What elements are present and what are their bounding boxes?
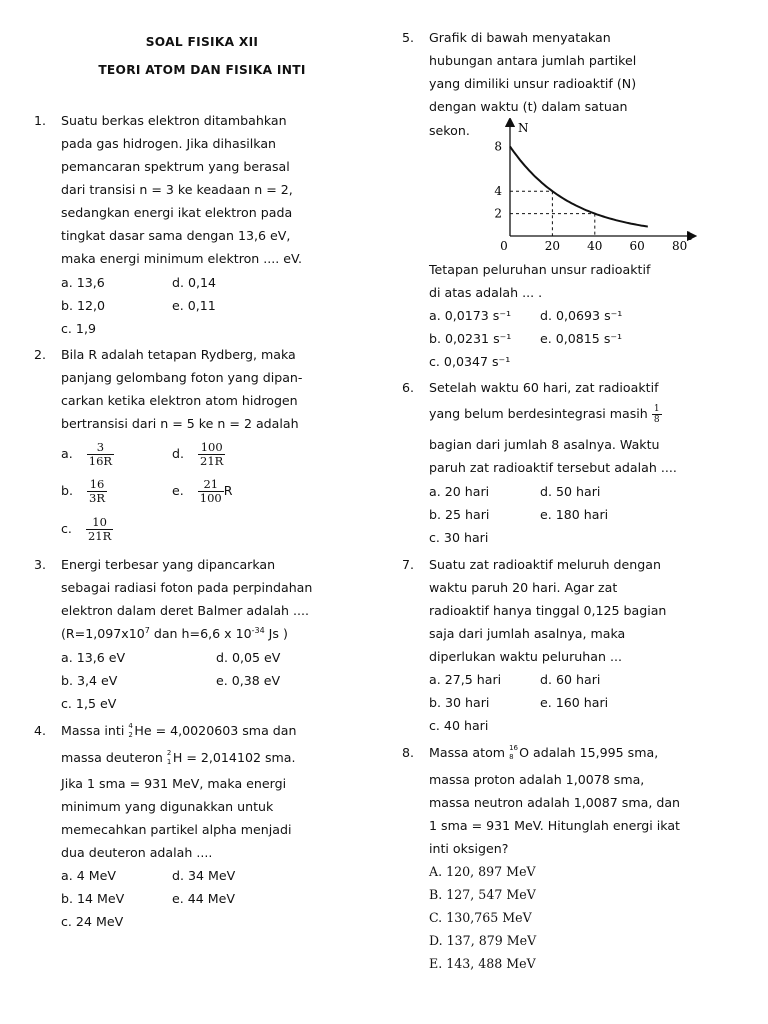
option-a: a. 20 hari: [429, 484, 490, 499]
option-c: c. 0,0347 s⁻¹: [429, 354, 511, 369]
fraction-numerator: 3: [87, 441, 114, 455]
question-text-part: = 2,014102 sma.: [182, 750, 296, 765]
question-text: [429, 404, 662, 425]
fraction-denominator: 21R: [87, 529, 112, 543]
question-text: bertransisi dari n = 5 ke n = 2 adalah: [61, 416, 299, 431]
question-text: [429, 745, 658, 761]
question-text: sekon.: [429, 123, 470, 138]
option-b: [61, 478, 107, 505]
question-text: dua deuteron adalah ....: [61, 845, 213, 860]
fraction-numerator: 10: [86, 516, 113, 530]
question-text: dengan waktu (t) dalam satuan: [429, 99, 628, 114]
question-number: 3.: [34, 557, 47, 572]
fraction-denominator: 16R: [88, 454, 113, 468]
x-tick-label: 40: [587, 239, 603, 253]
option-d: d. 60 hari: [540, 672, 601, 687]
x-tick-label: 20: [544, 239, 561, 253]
option-a: [61, 441, 114, 468]
option-a: a. 4 MeV: [61, 868, 116, 883]
question-text: Suatu berkas elektron ditambahkan: [61, 113, 287, 128]
question-text: Setelah waktu 60 hari, zat radioaktif: [429, 380, 659, 395]
option-d: [172, 441, 225, 468]
page-subtitle: TEORI ATOM DAN FISIKA INTI: [98, 63, 306, 77]
fraction-denominator: 3R: [89, 491, 105, 505]
option-a: a. 13,6: [61, 275, 105, 290]
question-text: radioaktif hanya tinggal 0,125 bagian: [429, 603, 667, 618]
question-text: pada gas hidrogen. Jika dihasilkan: [61, 136, 277, 151]
question-text: carkan ketika elektron atom hidrogen: [61, 393, 298, 408]
question-text: sebagai radiasi foton pada perpindahan: [61, 580, 313, 595]
fraction-denominator: 21R: [200, 454, 224, 468]
constants-text: [61, 626, 288, 641]
x-tick-labels: [500, 239, 687, 253]
question-text: Energi terbesar yang dipancarkan: [61, 557, 276, 572]
question-text: bagian dari jumlah 8 asalnya. Waktu: [429, 437, 660, 452]
fraction-numerator: 21: [198, 478, 224, 492]
question-text: Bila R adalah tetapan Rydberg, maka: [61, 347, 296, 362]
question-text: waktu paruh 20 hari. Agar zat: [429, 580, 618, 595]
fraction-suffix: R: [223, 483, 233, 498]
question-text: maka energi minimum elektron .... eV.: [61, 251, 303, 266]
mass-number: 2: [166, 748, 172, 757]
x-tick-label: 0: [500, 239, 508, 253]
question-text: Jika 1 sma = 931 MeV, maka energi: [61, 776, 287, 791]
question-number: 6.: [402, 380, 415, 395]
question-text: dari transisi n = 3 ke keadaan n = 2,: [61, 182, 293, 197]
question-text: tingkat dasar sama dengan 13,6 eV,: [61, 228, 291, 243]
option-b: b. 0,0231 s⁻¹: [429, 331, 512, 346]
constant-text: (R=1,097x10: [61, 626, 145, 642]
fraction: [87, 478, 107, 505]
question-text: Suatu zat radioaktif meluruh dengan: [429, 557, 661, 572]
y-tick-label: 2: [494, 206, 502, 221]
option-b: b. 3,4 eV: [61, 673, 118, 688]
option-a: a. 13,6 eV: [61, 650, 126, 665]
question-text: memecahkan partikel alpha menjadi: [61, 822, 292, 837]
option-d: d. 0,14: [172, 275, 217, 290]
question-text-part: = 4,0020603 sma dan: [151, 723, 297, 738]
page-title: SOAL FISIKA XII: [145, 35, 259, 49]
question-text: di atas adalah ... .: [429, 285, 543, 300]
fraction: [86, 516, 113, 543]
question-text: pemancaran spektrum yang berasal: [61, 159, 290, 174]
question-text: elektron dalam deret Balmer adalah ....: [61, 603, 310, 618]
fraction-denominator: 100: [199, 491, 222, 505]
decay-chart: [482, 118, 768, 254]
option-label: c.: [61, 521, 72, 536]
question-text: panjang gelombang foton yang dipan-: [61, 370, 303, 385]
option-label: a.: [61, 446, 73, 461]
atomic-number: 1: [166, 757, 172, 766]
option-d: D. 137, 879 MeV: [429, 933, 537, 948]
question-text: massa proton adalah 1,0078 sma,: [429, 772, 645, 787]
mass-number: 16: [509, 743, 518, 752]
constant-text: dan h=6,6 x 10: [149, 626, 252, 642]
y-axis-label: N: [518, 121, 529, 135]
mass-number: 4: [128, 721, 133, 730]
fraction: [198, 441, 225, 468]
option-b: b. 12,0: [61, 298, 106, 313]
atomic-number: 2: [128, 730, 133, 739]
option-a: a. 0,0173 s⁻¹: [429, 308, 512, 323]
question-text: diperlukan waktu peluruhan ...: [429, 649, 622, 664]
option-d: d. 0,05 eV: [216, 650, 281, 665]
option-b: b. 14 MeV: [61, 891, 125, 906]
decay-curve: [510, 146, 648, 226]
nuclide-helium: [128, 721, 134, 739]
guide-lines: [510, 191, 595, 236]
option-e: E. 143, 488 MeV: [429, 956, 536, 971]
question-text: hubungan antara jumlah partikel: [429, 53, 637, 68]
question-text: Grafik di bawah menyatakan: [429, 30, 611, 45]
option-c: c. 24 MeV: [61, 914, 124, 929]
fraction: [198, 478, 224, 505]
option-c: c. 40 hari: [429, 718, 489, 733]
fraction: [87, 441, 114, 468]
question-text-part: adalah 15,995 sma,: [528, 745, 659, 760]
nuclide-oxygen: [509, 743, 519, 761]
x-tick-label: 80: [671, 239, 688, 253]
option-e: e. 0,0815 s⁻¹: [540, 331, 623, 346]
question-number: 5.: [402, 30, 415, 45]
question-text: Tetapan peluruhan unsur radioaktif: [429, 262, 651, 277]
option-b: b. 30 hari: [429, 695, 490, 710]
question-text: paruh zat radioaktif tersebut adalah ....: [429, 460, 677, 475]
nuclide-deuterium: [166, 748, 173, 766]
option-a: a. 27,5 hari: [429, 672, 502, 687]
element-symbol: O: [519, 745, 529, 760]
question-text: yang dimiliki unsur radioaktif (N): [429, 76, 637, 91]
option-e: e. 0,11: [172, 298, 216, 313]
option-d: d. 0,0693 s⁻¹: [540, 308, 623, 323]
option-e: e. 160 hari: [540, 695, 609, 710]
atomic-number: 8: [509, 752, 514, 761]
option-e: [172, 478, 233, 505]
question-text: [61, 750, 296, 766]
option-e: e. 0,38 eV: [216, 673, 281, 688]
x-tick-label: 60: [629, 239, 645, 253]
fraction-denominator: 8: [653, 415, 660, 425]
option-b: B. 127, 547 MeV: [429, 887, 536, 902]
question-number: 2.: [34, 347, 47, 362]
fraction: [652, 404, 662, 425]
option-label: b.: [61, 483, 73, 498]
constant-text: Js ): [264, 626, 288, 642]
question-text: inti oksigen?: [429, 841, 509, 856]
question-text-part: yang belum berdesintegrasi masih: [429, 406, 648, 421]
option-c: [61, 516, 113, 543]
question-text: 1 sma = 931 MeV. Hitunglah energi ikat: [429, 818, 680, 833]
option-b: b. 25 hari: [429, 507, 490, 522]
option-d: d. 50 hari: [540, 484, 601, 499]
fraction-numerator: 100: [198, 441, 225, 455]
option-e: e. 44 MeV: [172, 891, 236, 906]
question-text: massa neutron adalah 1,0087 sma, dan: [429, 795, 681, 810]
question-text-part: Massa atom: [429, 745, 510, 760]
option-c: c. 1,5 eV: [61, 696, 117, 711]
y-tick-labels: [494, 139, 502, 220]
x-axis-label: t: [687, 229, 692, 243]
question-number: 8.: [402, 745, 415, 760]
question-text: minimum yang digunakkan untuk: [61, 799, 274, 814]
question-number: 4.: [34, 723, 47, 738]
option-label: d.: [172, 446, 184, 461]
question-text: sedangkan energi ikat elektron pada: [61, 205, 293, 220]
option-e: e. 180 hari: [540, 507, 609, 522]
option-label: e.: [172, 483, 184, 498]
question-text: [61, 723, 297, 739]
y-tick-label: 8: [494, 139, 502, 154]
option-c: c. 30 hari: [429, 530, 489, 545]
element-symbol: H: [172, 750, 183, 765]
exponent: 7: [144, 626, 150, 635]
question-number: 7.: [402, 557, 415, 572]
question-number: 1.: [34, 113, 47, 128]
option-c: C. 130,765 MeV: [429, 910, 532, 925]
option-d: d. 34 MeV: [172, 868, 236, 883]
fraction-numerator: 1: [653, 404, 660, 414]
element-symbol: He: [134, 723, 152, 738]
option-c: c. 1,9: [61, 321, 96, 336]
exponent: -34: [251, 626, 265, 635]
fraction-numerator: 16: [87, 478, 107, 492]
option-a: A. 120, 897 MeV: [429, 864, 536, 879]
y-tick-label: 4: [494, 184, 502, 199]
question-text-part: massa deuteron: [61, 750, 167, 765]
question-text: saja dari jumlah asalnya, maka: [429, 626, 626, 641]
question-text-part: Massa inti: [61, 723, 129, 738]
